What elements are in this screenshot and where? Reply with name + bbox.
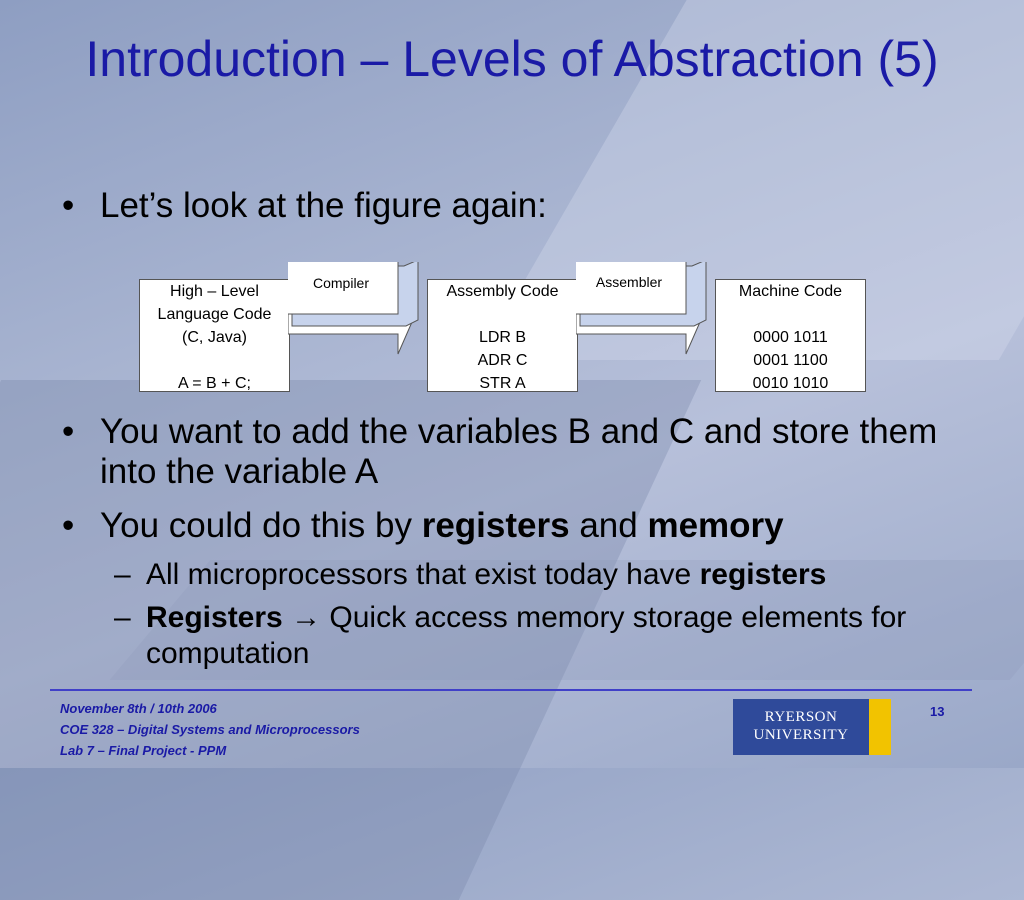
footer-info [60, 698, 360, 761]
bullet-1 [62, 186, 547, 226]
box-line: STR A [479, 375, 526, 392]
footer-course: COE 328 – Digital Systems and Microprocessors [60, 722, 360, 737]
bullet-text: Let’s look at the figure again: [100, 186, 547, 225]
ryerson-university-logo [733, 699, 891, 755]
box-line: 0001 1100 [753, 352, 828, 369]
box-line: Machine Code [738, 283, 843, 300]
page-number: 13 [930, 704, 945, 719]
logo-line-2: UNIVERSITY [753, 727, 849, 743]
box-line-blank [716, 303, 865, 326]
box-line: ADR C [477, 352, 528, 369]
compiler-label: Compiler [312, 275, 369, 291]
sub-bullet-2 [114, 600, 974, 672]
bold-term-registers: registers [421, 506, 570, 545]
text-run: and [569, 506, 648, 545]
slide-title: Introduction – Levels of Abstraction (5) [85, 31, 939, 87]
box-line: (C, Java) [182, 329, 247, 346]
bold-term-memory: memory [647, 506, 784, 545]
bullet-2 [62, 412, 962, 492]
text-run: You could do this by [100, 506, 422, 545]
box-line: 0010 1010 [752, 375, 829, 392]
text-run: All microprocessors that exist today have [146, 558, 700, 591]
sub-bullet-1 [114, 557, 826, 593]
box-line: 0000 1011 [753, 329, 828, 346]
sub-bullet-marker: – [114, 601, 131, 634]
machine-code-box [715, 279, 866, 392]
box-line: Assembly Code [446, 283, 559, 300]
bold-term-registers: Registers [146, 601, 283, 634]
sub-bullet-text [146, 600, 974, 672]
bullet-3 [62, 506, 784, 546]
bullet-marker: • [62, 412, 75, 451]
footer-lab: Lab 7 – Final Project - PPM [60, 743, 227, 758]
high-level-code-box [139, 279, 290, 392]
right-arrow-icon: → [291, 601, 322, 634]
bold-term-registers: registers [699, 558, 827, 591]
footer-date: November 8th / 10th 2006 [60, 701, 217, 716]
bullet-marker: • [62, 506, 75, 545]
sub-bullet-marker: – [114, 558, 131, 591]
bullet-marker: • [62, 186, 75, 225]
assembler-label: Assembler [595, 274, 663, 290]
box-line: High – Level [170, 283, 259, 300]
box-line: Language Code [157, 306, 272, 323]
box-line-blank [140, 349, 289, 372]
box-line: LDR B [478, 329, 527, 346]
text-run: Quick access memory storage elements for computation [146, 601, 907, 670]
box-line: A = B + C; [178, 375, 251, 392]
box-line-blank [428, 303, 577, 326]
bullet-text: You want to add the variables B and C and store them into the variable A [100, 412, 938, 491]
logo-line-1: RYERSON [764, 709, 838, 725]
sub-bullet-text [146, 557, 826, 593]
footer-divider [50, 689, 972, 691]
bullet-text [100, 506, 784, 546]
assembly-code-box [427, 279, 578, 392]
